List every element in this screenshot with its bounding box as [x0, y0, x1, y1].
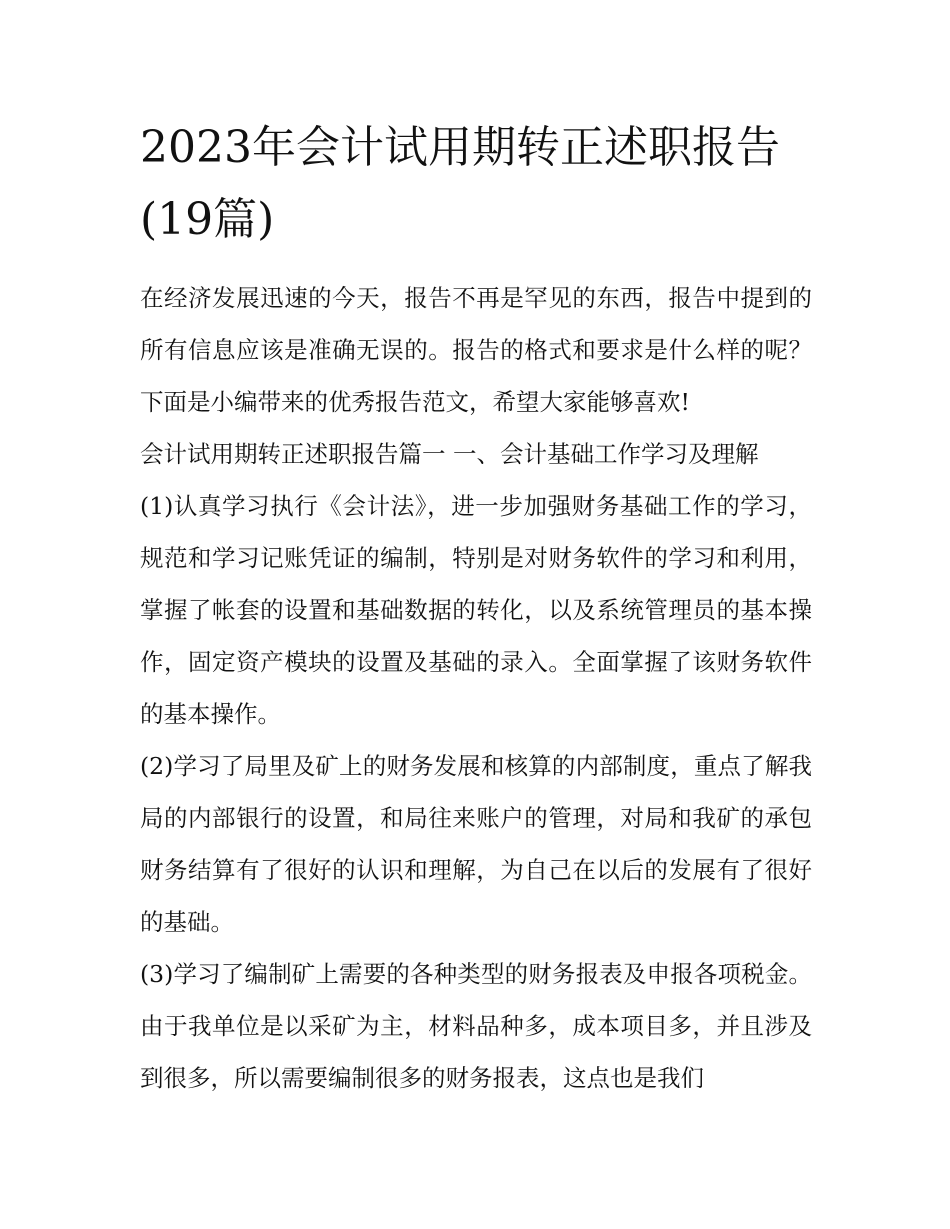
paragraph-item-1: (1)认真学习执行《会计法》，进一步加强财务基础工作的学习，规范和学习记账凭证的编制，特别是对财务软件的学习和利用，掌握了帐套的设置和基础数据的转化，以及系统管理员的基本操作，固定资产模块的设置及基础的录入。全面掌握了该财务软件的基本操作。 — [140, 492, 812, 728]
document-body — [140, 272, 812, 1104]
paragraph-item-2: (2)学习了局里及矿上的财务发展和核算的内部制度，重点了解我局的内部银行的设置，和局往来账户的管理，对局和我矿的承包财务结算有了很好的认识和理解，为自己在以后的发展有了很好的基础。 — [140, 752, 812, 936]
document-content — [140, 112, 812, 1104]
paragraph-item-3: (3)学习了编制矿上需要的各种类型的财务报表及申报各项税金。由于我单位是以采矿为主，材料品种多，成本项目多，并且涉及到很多，所以需要编制很多的财务报表，这点也是我们 — [140, 960, 812, 1092]
paragraph-section-heading: 会计试用期转正述职报告篇一 一、会计基础工作学习及理解 — [140, 440, 759, 468]
paragraph-intro: 在经济发展迅速的今天，报告不再是罕见的东西，报告中提到的所有信息应该是准确无误的。报告的格式和要求是什么样的呢？下面是小编带来的优秀报告范文，希望大家能够喜欢! — [140, 284, 812, 416]
document-title: 2023年会计试用期转正述职报告(19篇) — [140, 122, 780, 245]
